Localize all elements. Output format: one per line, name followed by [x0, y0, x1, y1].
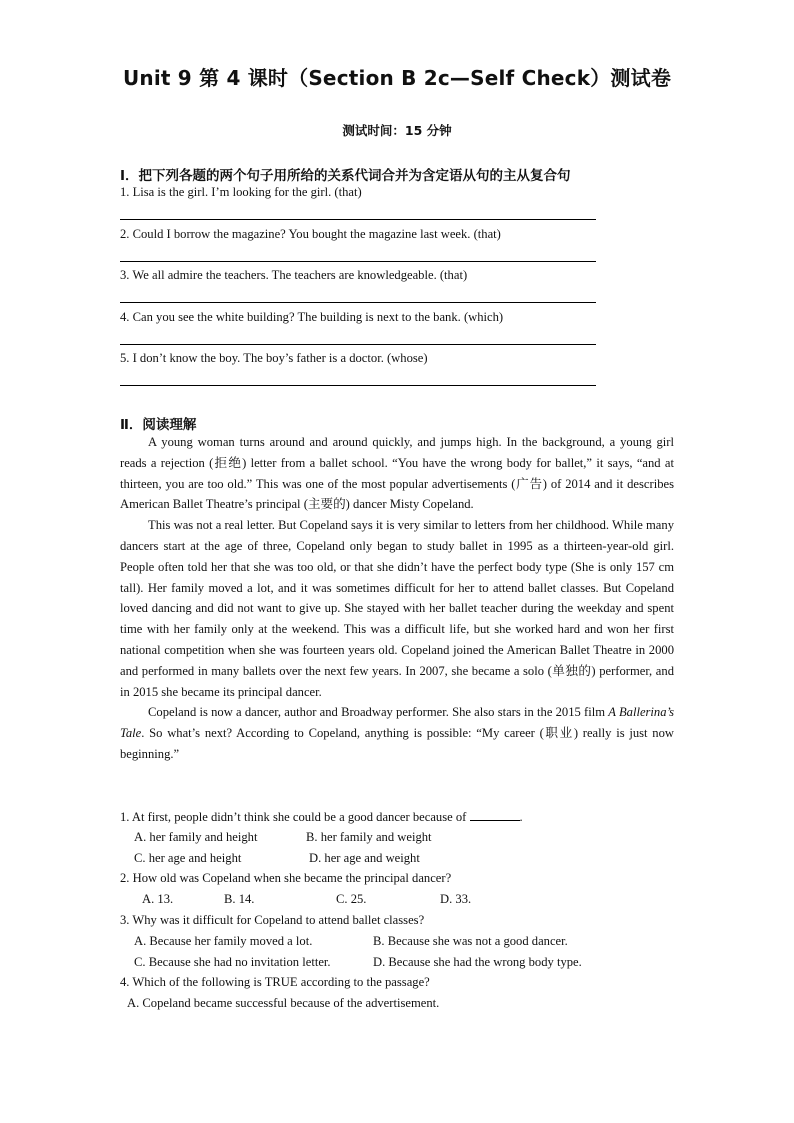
page-title: Unit 9 第 4 课时（Section B 2c—Self Check）测试卷 — [122, 66, 672, 90]
question-1-option-c[interactable]: C. her age and height — [134, 851, 242, 865]
film-title: A Ballerina’s Tale — [120, 705, 674, 741]
question-3-option-d[interactable]: D. Because she had the wrong body type. — [373, 955, 582, 969]
answer-line-1[interactable] — [120, 219, 596, 220]
question-1 — [120, 809, 523, 825]
passage-paragraph-2: This was not a real letter. But Copeland says it is very similar to letters from her childhood. While many dancers start at the age of three, Copeland only began to study ballet in 1995 as a thirteen-year-old girl. People often told her that she was too old, or that she didn’t have the perfect body type (She is only 157 cm tall). Her family moved a lot, and it was sometimes difficult for her to attend ballet classes. But Copeland loved dancing and did not want to give up. She stayed with her ballet teacher during the weekday and spent time with her family only at the weekend. This was a difficult life, but she worked hard and won her first national competition when she was fourteen years old. Copeland joined the American Ballet Theatre in 2000 and performed in many ballets over the next few years. In 2007, she became a solo (单独的) performer, and in 2015 she became its principal dancer. — [120, 518, 674, 699]
question-2-option-d[interactable]: D. 33. — [440, 892, 472, 906]
answer-line-3[interactable] — [120, 302, 596, 303]
reading-passage — [120, 432, 674, 765]
answer-line-4[interactable] — [120, 344, 596, 345]
question-1-option-b[interactable]: B. her family and weight — [306, 830, 432, 844]
passage-paragraph-3 — [120, 702, 674, 764]
answer-line-2[interactable] — [120, 261, 596, 262]
question-4-option-a[interactable]: A. Copeland became successful because of the advertisement. — [127, 996, 440, 1010]
question-1-option-d[interactable]: D. her age and weight — [309, 851, 420, 865]
question-2-option-b[interactable]: B. 14. — [224, 892, 255, 906]
question-1-blank[interactable] — [470, 809, 520, 821]
section2-heading: Ⅱ．阅读理解 — [120, 417, 197, 433]
test-time: 测试时间：15 分钟 — [342, 123, 452, 138]
section1-heading: Ⅰ．把下列各题的两个句子用所给的关系代词合并为含定语从句的主从复合句 — [120, 168, 571, 184]
question-1-end: . — [519, 810, 523, 824]
question-2-option-a[interactable]: A. 13. — [142, 892, 174, 906]
para3-text-b: . So what’s next? According to Copeland, anything is possible: “My career (职业) really is just now beginning.” — [120, 726, 674, 761]
question-1-option-a[interactable]: A. her family and height — [134, 830, 258, 844]
question-4-stem: 4. Which of the following is TRUE according to the passage? — [120, 975, 430, 989]
question-2-stem: 2. How old was Copeland when she became the principal dancer? — [120, 871, 452, 885]
question-2-option-c[interactable]: C. 25. — [336, 892, 367, 906]
question-3-option-a[interactable]: A. Because her family moved a lot. — [134, 934, 313, 948]
section1-item-5: 5. I don’t know the boy. The boy’s father is a doctor. (whose) — [120, 351, 428, 365]
para3-text-a: Copeland is now a dancer, author and Broadway performer. She also stars in the 2015 film — [148, 705, 609, 720]
question-3-stem: 3. Why was it difficult for Copeland to attend ballet classes? — [120, 913, 425, 927]
question-3-option-b[interactable]: B. Because she was not a good dancer. — [373, 934, 568, 948]
section1-item-4: 4. Can you see the white building? The building is next to the bank. (which) — [120, 310, 504, 324]
question-3-option-c[interactable]: C. Because she had no invitation letter. — [134, 955, 331, 969]
answer-line-5[interactable] — [120, 385, 596, 386]
section1-item-2: 2. Could I borrow the magazine? You bought the magazine last week. (that) — [120, 227, 501, 241]
passage-paragraph-1: A young woman turns around and around quickly, and jumps high. In the background, a young girl reads a rejection (拒绝) letter from a ballet school. “You have the wrong body for ballet,” it says, “and at thirteen, you are too old.” This was one of the most popular advertisements (广告) of 2014 and it describes American Ballet Theatre’s principal (主要的) dancer Misty Copeland. — [120, 435, 674, 512]
question-1-stem: 1. At first, people didn’t think she could be a good dancer because of — [120, 810, 470, 824]
section1-item-1: 1. Lisa is the girl. I’m looking for the girl. (that) — [120, 185, 362, 199]
section1-item-3: 3. We all admire the teachers. The teachers are knowledgeable. (that) — [120, 268, 468, 282]
